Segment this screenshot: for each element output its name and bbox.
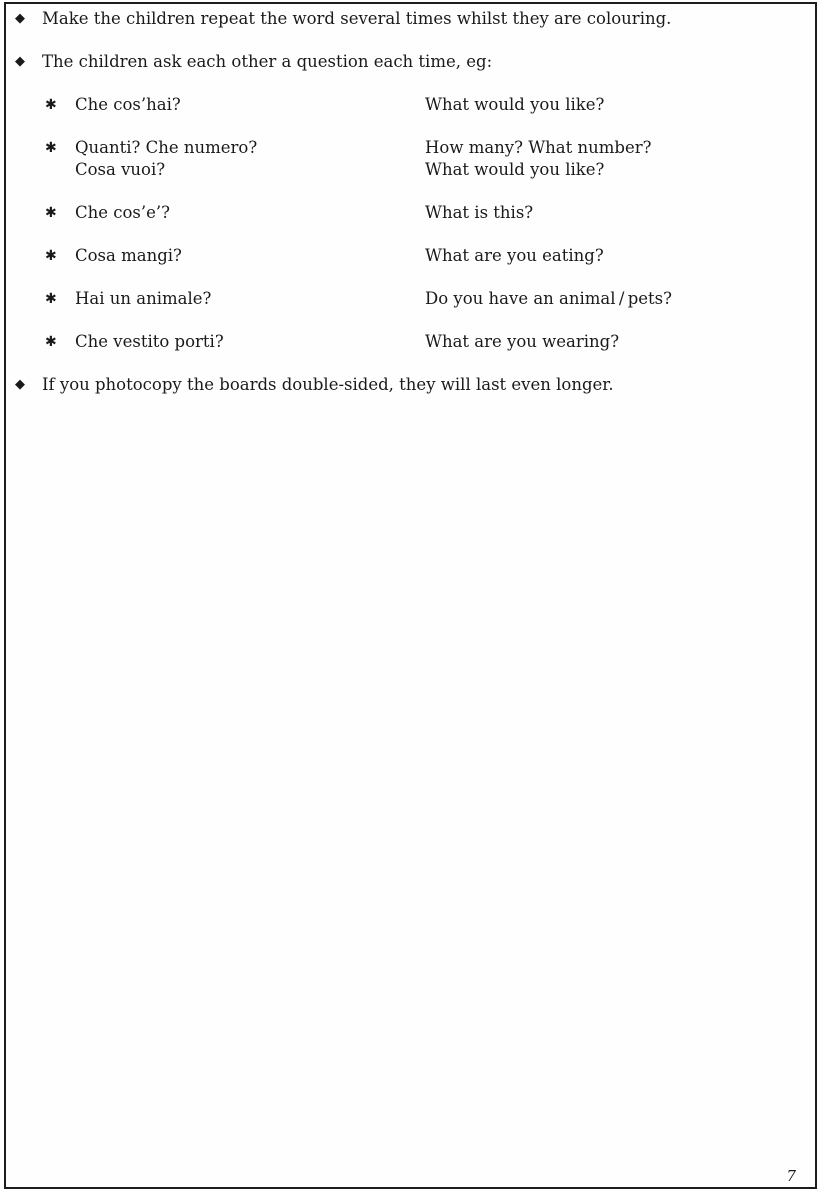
italian-phrase — [75, 245, 425, 267]
italian-line: Che vestito porti? — [75, 332, 224, 351]
italian-line: Quanti? Che numero? — [75, 138, 258, 157]
english-line: How many? What number? — [425, 138, 652, 157]
english-line: What would you like? — [425, 160, 605, 179]
italian-line: Che cos’e’? — [75, 203, 171, 222]
example-row — [45, 202, 820, 224]
bullet-item — [0, 8, 820, 30]
italian-line: Che cos’hai? — [75, 95, 181, 114]
english-line: What is this? — [425, 203, 534, 222]
bullet-item — [0, 51, 820, 73]
example-row — [45, 288, 820, 310]
example-row — [45, 245, 820, 267]
page-content — [0, 8, 820, 417]
english-line: What are you wearing? — [425, 332, 620, 351]
italian-phrase — [75, 331, 425, 353]
english-translation — [425, 288, 820, 310]
asterisk-bullet-icon: ✱ — [45, 140, 57, 156]
bullet-text: Make the children repeat the word several times whilst they are colouring. — [42, 9, 672, 28]
diamond-bullet-icon: ◆ — [15, 377, 25, 392]
asterisk-bullet-icon: ✱ — [45, 248, 57, 264]
bullet-text: The children ask each other a question each time, eg: — [42, 52, 493, 71]
examples-list — [0, 94, 820, 353]
english-translation — [425, 245, 820, 267]
english-translation — [425, 331, 820, 353]
english-line: What would you like? — [425, 95, 605, 114]
english-translation — [425, 94, 820, 116]
diamond-bullet-icon: ◆ — [15, 11, 25, 26]
asterisk-bullet-icon: ✱ — [45, 205, 57, 221]
bullet-text: If you photocopy the boards double-sided, they will last even longer. — [42, 375, 614, 394]
italian-line: Cosa vuoi? — [75, 160, 166, 179]
example-row — [45, 331, 820, 353]
italian-phrase — [75, 202, 425, 224]
asterisk-bullet-icon: ✱ — [45, 291, 57, 307]
italian-phrase — [75, 94, 425, 116]
italian-phrase — [75, 288, 425, 310]
bullet-item — [0, 374, 820, 396]
english-translation — [425, 137, 820, 181]
example-row — [45, 94, 820, 116]
italian-line: Hai un animale? — [75, 289, 212, 308]
asterisk-bullet-icon: ✱ — [45, 334, 57, 350]
italian-line: Cosa mangi? — [75, 246, 182, 265]
english-line: Do you have an animal / pets? — [425, 289, 672, 308]
page-number: 7 — [786, 1167, 796, 1185]
english-line: What are you eating? — [425, 246, 604, 265]
italian-phrase — [75, 137, 425, 181]
asterisk-bullet-icon: ✱ — [45, 97, 57, 113]
example-row — [45, 137, 820, 181]
diamond-bullet-icon: ◆ — [15, 54, 25, 69]
english-translation — [425, 202, 820, 224]
